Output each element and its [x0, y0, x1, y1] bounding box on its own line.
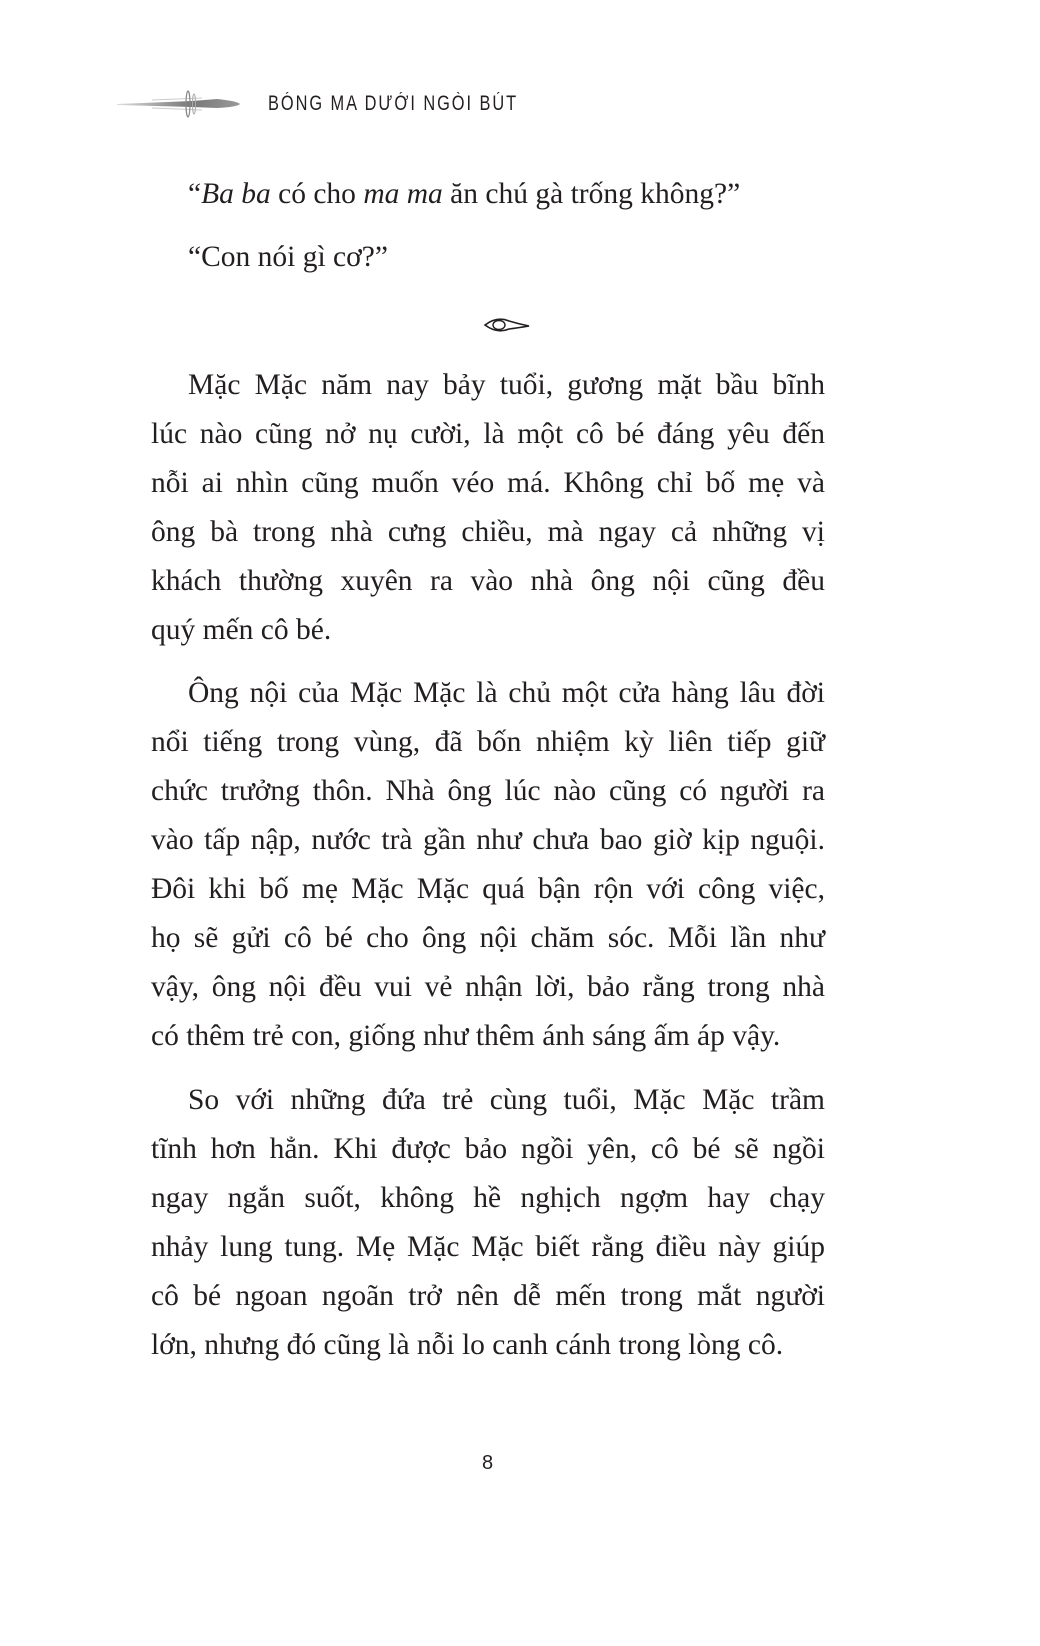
pen-nib-icon [112, 88, 242, 122]
eye-ornament-icon [483, 316, 531, 334]
text-line: Ông nội của Mặc Mặc là chủ một cửa hàng lâu đời [188, 677, 825, 709]
text-line: ông bà trong nhà cưng chiều, mà ngay cả những vị [151, 516, 825, 548]
text-line: khách thường xuyên ra vào nhà ông nội cũng đều [151, 565, 825, 597]
text-line: ngay ngắn suốt, không hề nghịch ngợm hay chạy [151, 1182, 825, 1214]
text-line: lớn, nhưng đó cũng là nỗi lo canh cánh trong lòng cô. [151, 1329, 784, 1361]
text-line: vào tấp nập, nước trà gần như chưa bao giờ kịp nguội. [151, 824, 825, 856]
dialogue-line-2: “Con nói gì cơ?” [188, 241, 388, 273]
text-line: cô bé ngoan ngoãn trở nên dễ mến trong mắt người [151, 1280, 825, 1312]
text-line: Mặc Mặc năm nay bảy tuổi, gương mặt bầu bĩnh [188, 369, 825, 401]
text-line: So với những đứa trẻ cùng tuổi, Mặc Mặc trầm [188, 1084, 825, 1116]
text-line: lúc nào cũng nở nụ cười, là một cô bé đáng yêu đến [151, 418, 825, 450]
text-line: nỗi ai nhìn cũng muốn véo má. Không chỉ bố mẹ và [151, 467, 825, 499]
text-line: vậy, ông nội đều vui vẻ nhận lời, bảo rằng trong nhà [151, 971, 825, 1003]
text-line: Đôi khi bố mẹ Mặc Mặc quá bận rộn với công việc, [151, 873, 825, 905]
text-line: chức trưởng thôn. Nhà ông lúc nào cũng có người ra [151, 775, 825, 807]
text-line: họ sẽ gửi cô bé cho ông nội chăm sóc. Mỗi lần như [151, 922, 825, 954]
text-line: quý mến cô bé. [151, 614, 332, 646]
running-header-title: BÓNG MA DƯỚI NGÒI BÚT [268, 92, 519, 115]
dialogue-line-1: “Ba ba có cho ma ma ăn chú gà trống không?” [188, 178, 741, 210]
text-line: nhảy lung tung. Mẹ Mặc Mặc biết rằng điều này giúp [151, 1231, 825, 1263]
text-line: tĩnh hơn hẳn. Khi được bảo ngồi yên, cô bé sẽ ngồi [151, 1133, 825, 1165]
page-number: 8 [481, 1452, 494, 1474]
text-line: có thêm trẻ con, giống như thêm ánh sáng ấm áp vậy. [151, 1020, 781, 1052]
text-line: nổi tiếng trong vùng, đã bốn nhiệm kỳ liên tiếp giữ [151, 726, 825, 758]
